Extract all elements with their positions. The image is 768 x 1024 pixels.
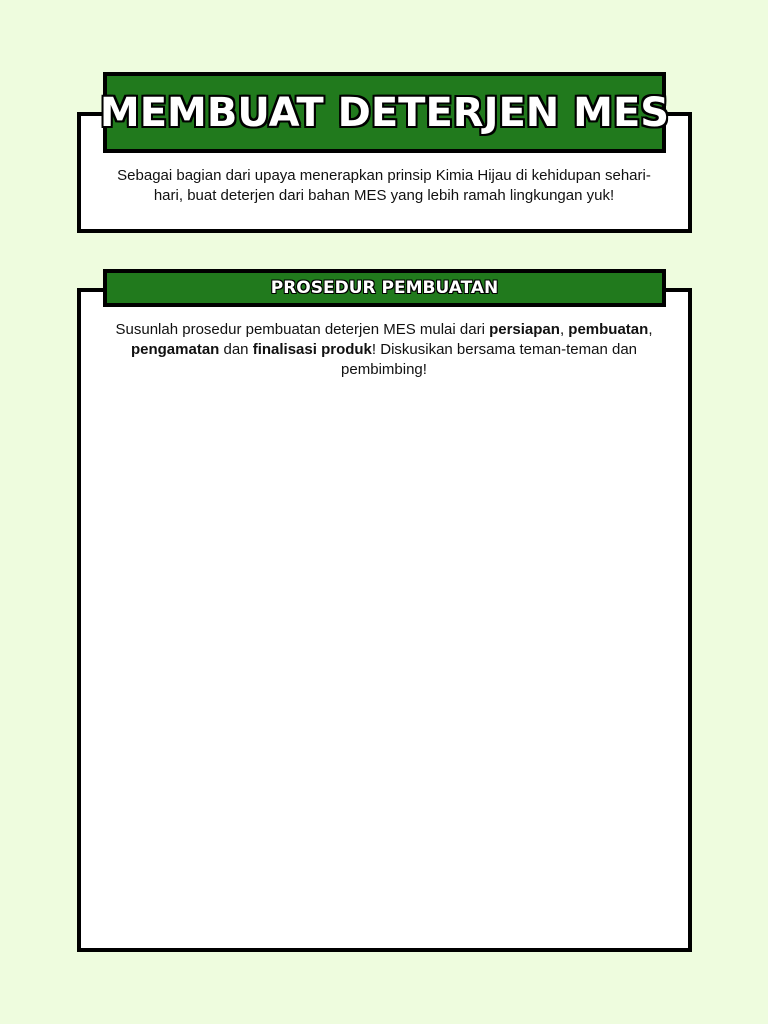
- separator: ,: [559, 321, 569, 338]
- keyword-pembuatan: pembuatan: [568, 321, 649, 338]
- intro-text: Sebagai bagian dari upaya menerapkan prinsip Kimia Hijau di kehidupan sehari-hari, buat deterjen dari bahan MES yang lebih ramah lingkungan yuk!: [117, 167, 651, 204]
- keyword-pengamatan: pengamatan: [130, 341, 220, 358]
- separator: dan: [219, 341, 253, 358]
- separator: ,: [648, 321, 653, 338]
- page-title: MEMBUAT DETERJEN MES: [103, 72, 666, 153]
- procedure-card: [77, 288, 692, 952]
- keyword-finalisasi-produk: finalisasi produk: [252, 341, 372, 358]
- section-heading: PROSEDUR PEMBUATAN: [103, 269, 666, 307]
- instruction-text: Susunlah prosedur pembuatan deterjen MES mulai dari: [115, 321, 490, 338]
- instruction-text: ! Diskusikan bersama teman-teman dan pembimbing!: [341, 341, 638, 378]
- procedure-instructions: [104, 320, 664, 380]
- keyword-persiapan: persiapan: [489, 321, 560, 338]
